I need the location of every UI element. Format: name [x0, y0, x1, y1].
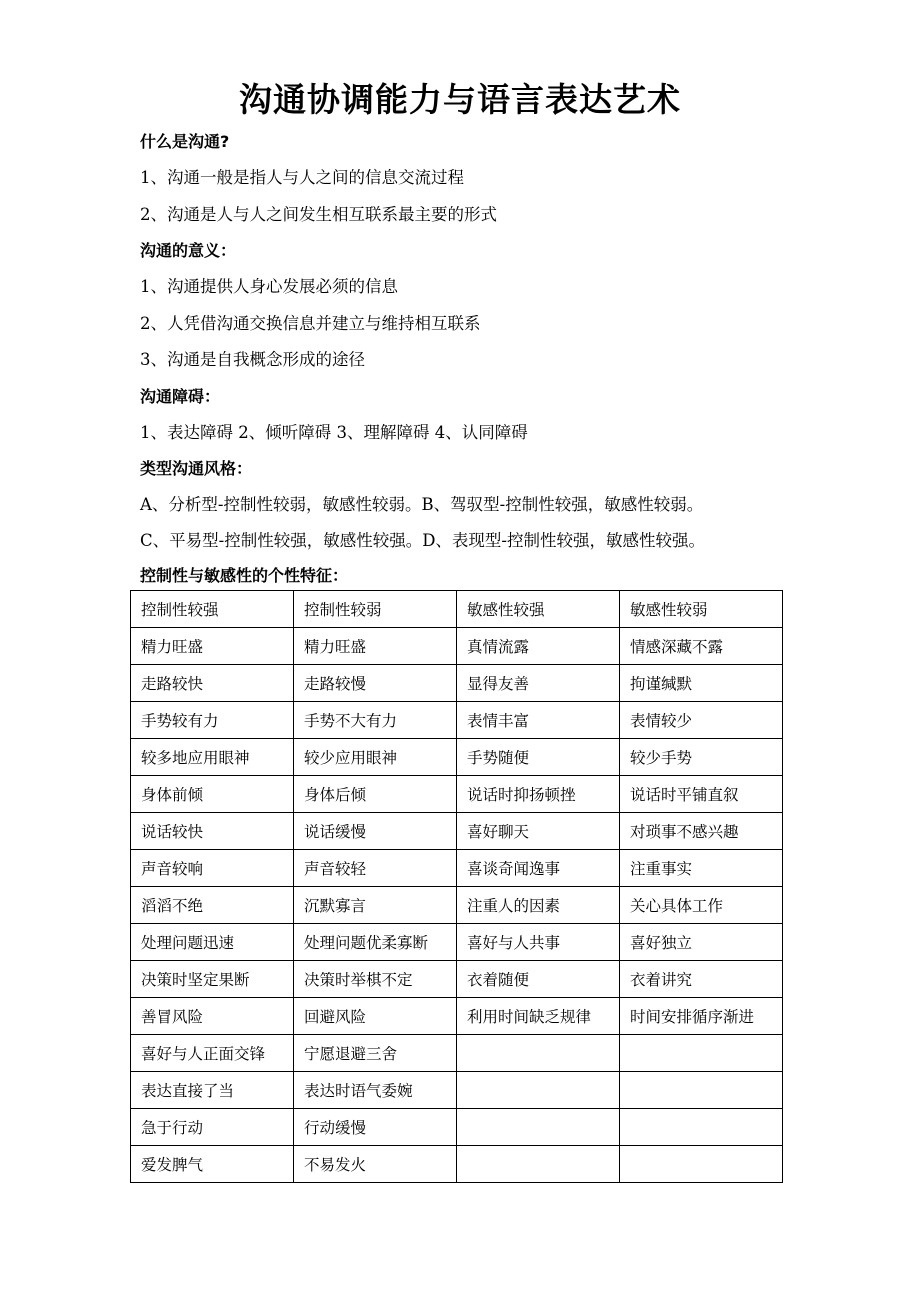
- table-cell: 利用时间缺乏规律: [457, 998, 620, 1035]
- text-line: A、分析型-控制性较弱，敏感性较弱。B、驾驭型-控制性较强，敏感性较弱。: [140, 495, 704, 514]
- table-cell: 宁愿退避三舍: [294, 1035, 457, 1072]
- text-line: 2、沟通是人与人之间发生相互联系最主要的形式: [140, 205, 497, 224]
- table-cell: 手势较有力: [131, 702, 294, 739]
- table-cell: 滔滔不绝: [131, 887, 294, 924]
- table-cell: 对琐事不感兴趣: [620, 813, 783, 850]
- table-row: [131, 1109, 783, 1146]
- section-heading-traits: 控制性与敏感性的个性特征：: [140, 566, 349, 585]
- text-line: 1、沟通一般是指人与人之间的信息交流过程: [140, 168, 464, 187]
- table-cell: 声音较响: [131, 850, 294, 887]
- table-cell: [620, 1072, 783, 1109]
- table-cell: 敏感性较强: [457, 591, 620, 628]
- table-row: [131, 850, 783, 887]
- table-cell: 喜好聊天: [457, 813, 620, 850]
- table-cell: 手势不大有力: [294, 702, 457, 739]
- table-cell: 喜好独立: [620, 924, 783, 961]
- table-cell: 走路较慢: [294, 665, 457, 702]
- table-row: [131, 776, 783, 813]
- table-cell: 处理问题迅速: [131, 924, 294, 961]
- table-cell: 真情流露: [457, 628, 620, 665]
- traits-table: [130, 590, 783, 1183]
- table-row: [131, 961, 783, 998]
- table-cell: 善冒风险: [131, 998, 294, 1035]
- text-line: 1、沟通提供人身心发展必须的信息: [140, 277, 398, 296]
- table-cell: 控制性较弱: [294, 591, 457, 628]
- table-cell: 控制性较强: [131, 591, 294, 628]
- table-cell: 时间安排循序渐进: [620, 998, 783, 1035]
- table-cell: 较少手势: [620, 739, 783, 776]
- table-cell: 表达直接了当: [131, 1072, 294, 1109]
- table-cell: 情感深藏不露: [620, 628, 783, 665]
- table-row: [131, 739, 783, 776]
- table-cell: 注重人的因素: [457, 887, 620, 924]
- table-cell: 较多地应用眼神: [131, 739, 294, 776]
- table-cell: [457, 1072, 620, 1109]
- table-row: [131, 1146, 783, 1183]
- table-cell: 表达时语气委婉: [294, 1072, 457, 1109]
- table-cell: 爱发脾气: [131, 1146, 294, 1183]
- table-row: [131, 924, 783, 961]
- table-row: [131, 813, 783, 850]
- table-cell: [620, 1109, 783, 1146]
- table-cell: 声音较轻: [294, 850, 457, 887]
- table-cell: 表情丰富: [457, 702, 620, 739]
- table-cell: 处理问题优柔寡断: [294, 924, 457, 961]
- table-row: [131, 998, 783, 1035]
- table-cell: 关心具体工作: [620, 887, 783, 924]
- table-cell: 手势随便: [457, 739, 620, 776]
- table-cell: 决策时举棋不定: [294, 961, 457, 998]
- table-cell: 不易发火: [294, 1146, 457, 1183]
- text-line: 1、表达障碍 2、倾听障碍 3、理解障碍 4、认同障碍: [140, 423, 528, 442]
- table-cell: 注重事实: [620, 850, 783, 887]
- table-row: [131, 702, 783, 739]
- table-cell: 喜好与人共事: [457, 924, 620, 961]
- table-cell: 表情较少: [620, 702, 783, 739]
- table-row: [131, 628, 783, 665]
- table-header-row: [131, 591, 783, 628]
- text-line: 2、人凭借沟通交换信息并建立与维持相互联系: [140, 314, 481, 333]
- text-line: 3、沟通是自我概念形成的途径: [140, 350, 365, 369]
- section-heading-what-is: 什么是沟通?: [140, 132, 230, 151]
- table-cell: 急于行动: [131, 1109, 294, 1146]
- table-cell: 回避风险: [294, 998, 457, 1035]
- table-cell: 敏感性较弱: [620, 591, 783, 628]
- table-cell: 显得友善: [457, 665, 620, 702]
- table-cell: [457, 1035, 620, 1072]
- table-cell: 喜谈奇闻逸事: [457, 850, 620, 887]
- table-cell: 精力旺盛: [131, 628, 294, 665]
- page-title: 沟通协调能力与语言表达艺术: [239, 80, 681, 119]
- table-cell: 精力旺盛: [294, 628, 457, 665]
- table-cell: 行动缓慢: [294, 1109, 457, 1146]
- table-cell: 说话时平铺直叙: [620, 776, 783, 813]
- table-cell: 说话较快: [131, 813, 294, 850]
- section-heading-styles: 类型沟通风格：: [140, 459, 253, 478]
- table-cell: [457, 1146, 620, 1183]
- table-cell: 沉默寡言: [294, 887, 457, 924]
- table-row: [131, 1035, 783, 1072]
- table-cell: 决策时坚定果断: [131, 961, 294, 998]
- table-row: [131, 1072, 783, 1109]
- table-cell: 衣着讲究: [620, 961, 783, 998]
- section-heading-meaning: 沟通的意义：: [140, 241, 237, 260]
- table-row: [131, 887, 783, 924]
- table-row: [131, 665, 783, 702]
- table-cell: [620, 1035, 783, 1072]
- table-cell: 说话时抑扬顿挫: [457, 776, 620, 813]
- section-heading-barriers: 沟通障碍：: [140, 387, 221, 406]
- table-cell: 身体前倾: [131, 776, 294, 813]
- table-cell: 拘谨缄默: [620, 665, 783, 702]
- table-cell: 衣着随便: [457, 961, 620, 998]
- table-cell: [457, 1109, 620, 1146]
- text-line: C、平易型-控制性较强，敏感性较强。D、表现型-控制性较强，敏感性较强。: [140, 531, 706, 550]
- table-cell: 较少应用眼神: [294, 739, 457, 776]
- table-cell: 说话缓慢: [294, 813, 457, 850]
- table-cell: 身体后倾: [294, 776, 457, 813]
- table-cell: [620, 1146, 783, 1183]
- table-cell: 走路较快: [131, 665, 294, 702]
- table-cell: 喜好与人正面交锋: [131, 1035, 294, 1072]
